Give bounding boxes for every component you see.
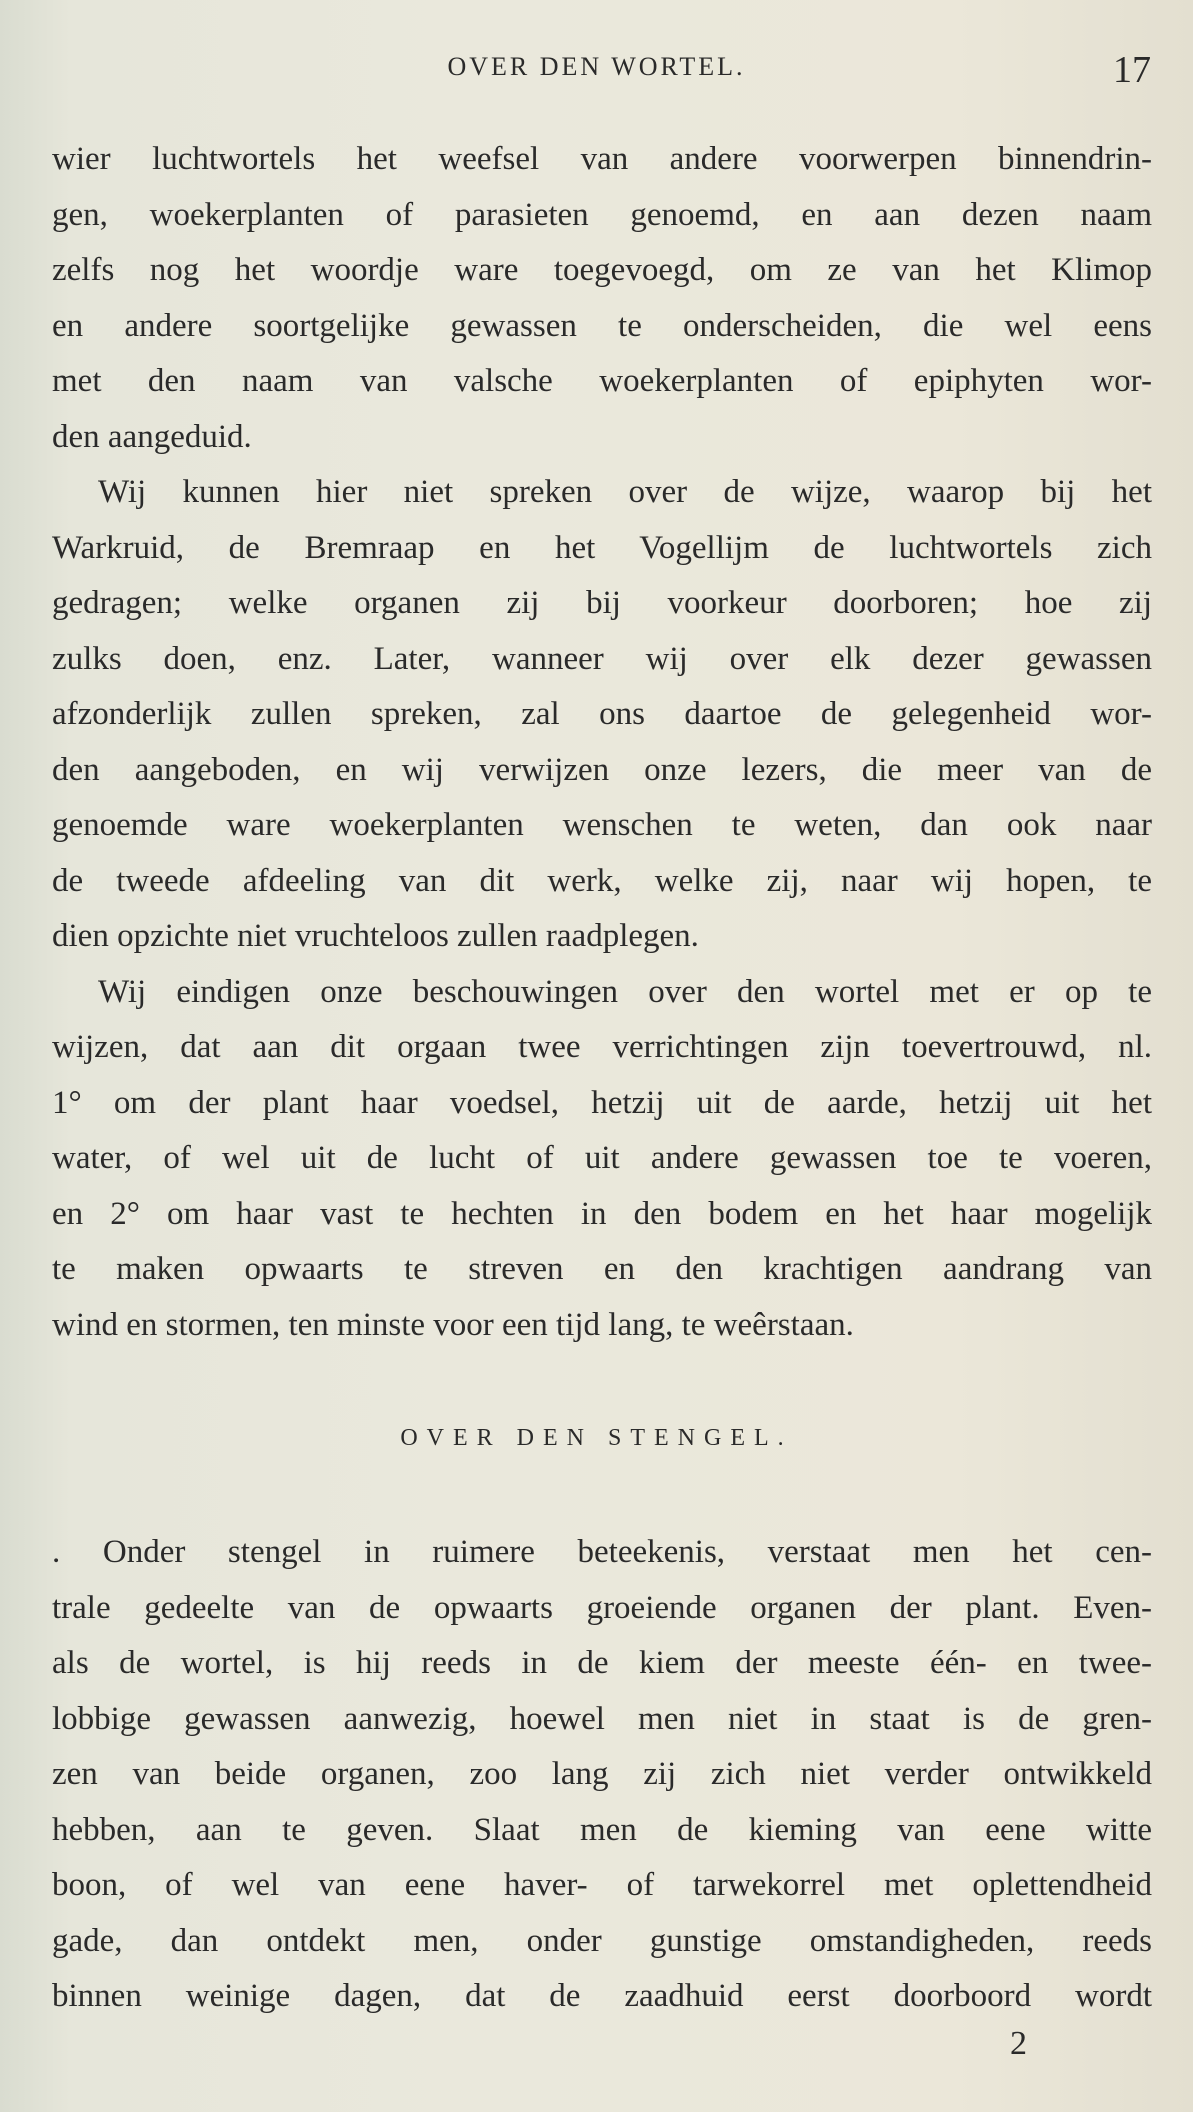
running-title: OVER DEN WORTEL. — [447, 52, 746, 81]
text-line: genoemde ware woekerplanten wenschen te weten, dan ook naar — [52, 807, 1152, 843]
text-line: dien opzichte niet vruchteloos zullen raadplegen. — [52, 918, 699, 954]
text-block-stem-intro — [52, 1525, 1152, 2025]
text-line: Warkruid, de Bremraap en het Vogellijm de luchtwortels zich — [52, 529, 1152, 566]
text-line: wijzen, dat aan dit orgaan twee verrichtingen zijn toevertrouwd, nl. — [52, 1029, 1152, 1065]
text-block-root-conclusion — [52, 132, 1152, 1353]
text-line: wind en stormen, ten minste voor een tijd lang, te weêrstaan. — [52, 1306, 854, 1343]
text-line: en andere soortgelijke gewassen te onderscheiden, die wel eens — [52, 307, 1152, 344]
text-line: Wij kunnen hier niet spreken over de wijze, waarop bij het — [98, 474, 1152, 510]
text-line: Wij eindigen onze beschouwingen over den wortel met er op te — [98, 973, 1152, 1010]
page-number: 17 — [1113, 49, 1151, 91]
text-line: water, of wel uit de lucht of uit andere gewassen toe te voeren, — [52, 1140, 1152, 1176]
running-header — [0, 48, 1193, 91]
text-line: den aangeboden, en wij verwijzen onze lezers, die meer van de — [52, 751, 1152, 788]
text-line: de tweede afdeeling van dit werk, welke zij, naar wij hopen, te — [52, 862, 1152, 899]
text-line: boon, of wel van eene haver- of tarwekorrel met oplettendheid — [52, 1867, 1152, 1903]
text-line: gedragen; welke organen zij bij voorkeur doorboren; hoe zij — [52, 585, 1152, 621]
text-line: trale gedeelte van de opwaarts groeiende organen der plant. Even- — [52, 1589, 1152, 1626]
text-line: zulks doen, enz. Later, wanneer wij over elk dezer gewassen — [52, 640, 1152, 677]
text-line: binnen weinige dagen, dat de zaadhuid eerst doorboord wordt — [52, 1978, 1152, 2014]
text-line: wier luchtwortels het weefsel van andere voorwerpen binnendrin- — [52, 141, 1152, 177]
text-line: hebben, aan te geven. Slaat men de kieming van eene witte — [52, 1811, 1152, 1848]
text-line: den aangeduid. — [52, 418, 252, 455]
text-line: zen van beide organen, zoo lang zij zich niet verder ontwikkeld — [52, 1756, 1152, 1792]
section-heading: OVER DEN STENGEL. — [400, 1425, 793, 1451]
text-line: . Onder stengel in ruimere beteekenis, verstaat men het cen- — [52, 1534, 1152, 1570]
text-line: gade, dan ontdekt men, onder gunstige omstandigheden, reeds — [52, 1922, 1152, 1959]
text-line: afzonderlijk zullen spreken, zal ons daartoe de gelegenheid wor- — [52, 696, 1152, 732]
text-line: en 2° om haar vast te hechten in den bodem en het haar mogelijk — [52, 1195, 1152, 1232]
text-line: lobbige gewassen aanwezig, hoewel men niet in staat is de gren- — [52, 1700, 1152, 1737]
text-line: gen, woekerplanten of parasieten genoemd, en aan dezen naam — [52, 196, 1152, 233]
text-line: zelfs nog het woordje ware toegevoegd, om ze van het Klimop — [52, 252, 1152, 288]
text-line: met den naam van valsche woekerplanten of epiphyten wor- — [52, 363, 1152, 399]
text-line: als de wortel, is hij reeds in de kiem der meeste één- en twee- — [52, 1645, 1152, 1681]
text-line: te maken opwaarts te streven en den krachtigen aandrang van — [52, 1251, 1152, 1287]
text-line: 1° om der plant haar voedsel, hetzij uit de aarde, hetzij uit het — [52, 1084, 1152, 1121]
signature-mark: 2 — [1010, 2025, 1027, 2062]
